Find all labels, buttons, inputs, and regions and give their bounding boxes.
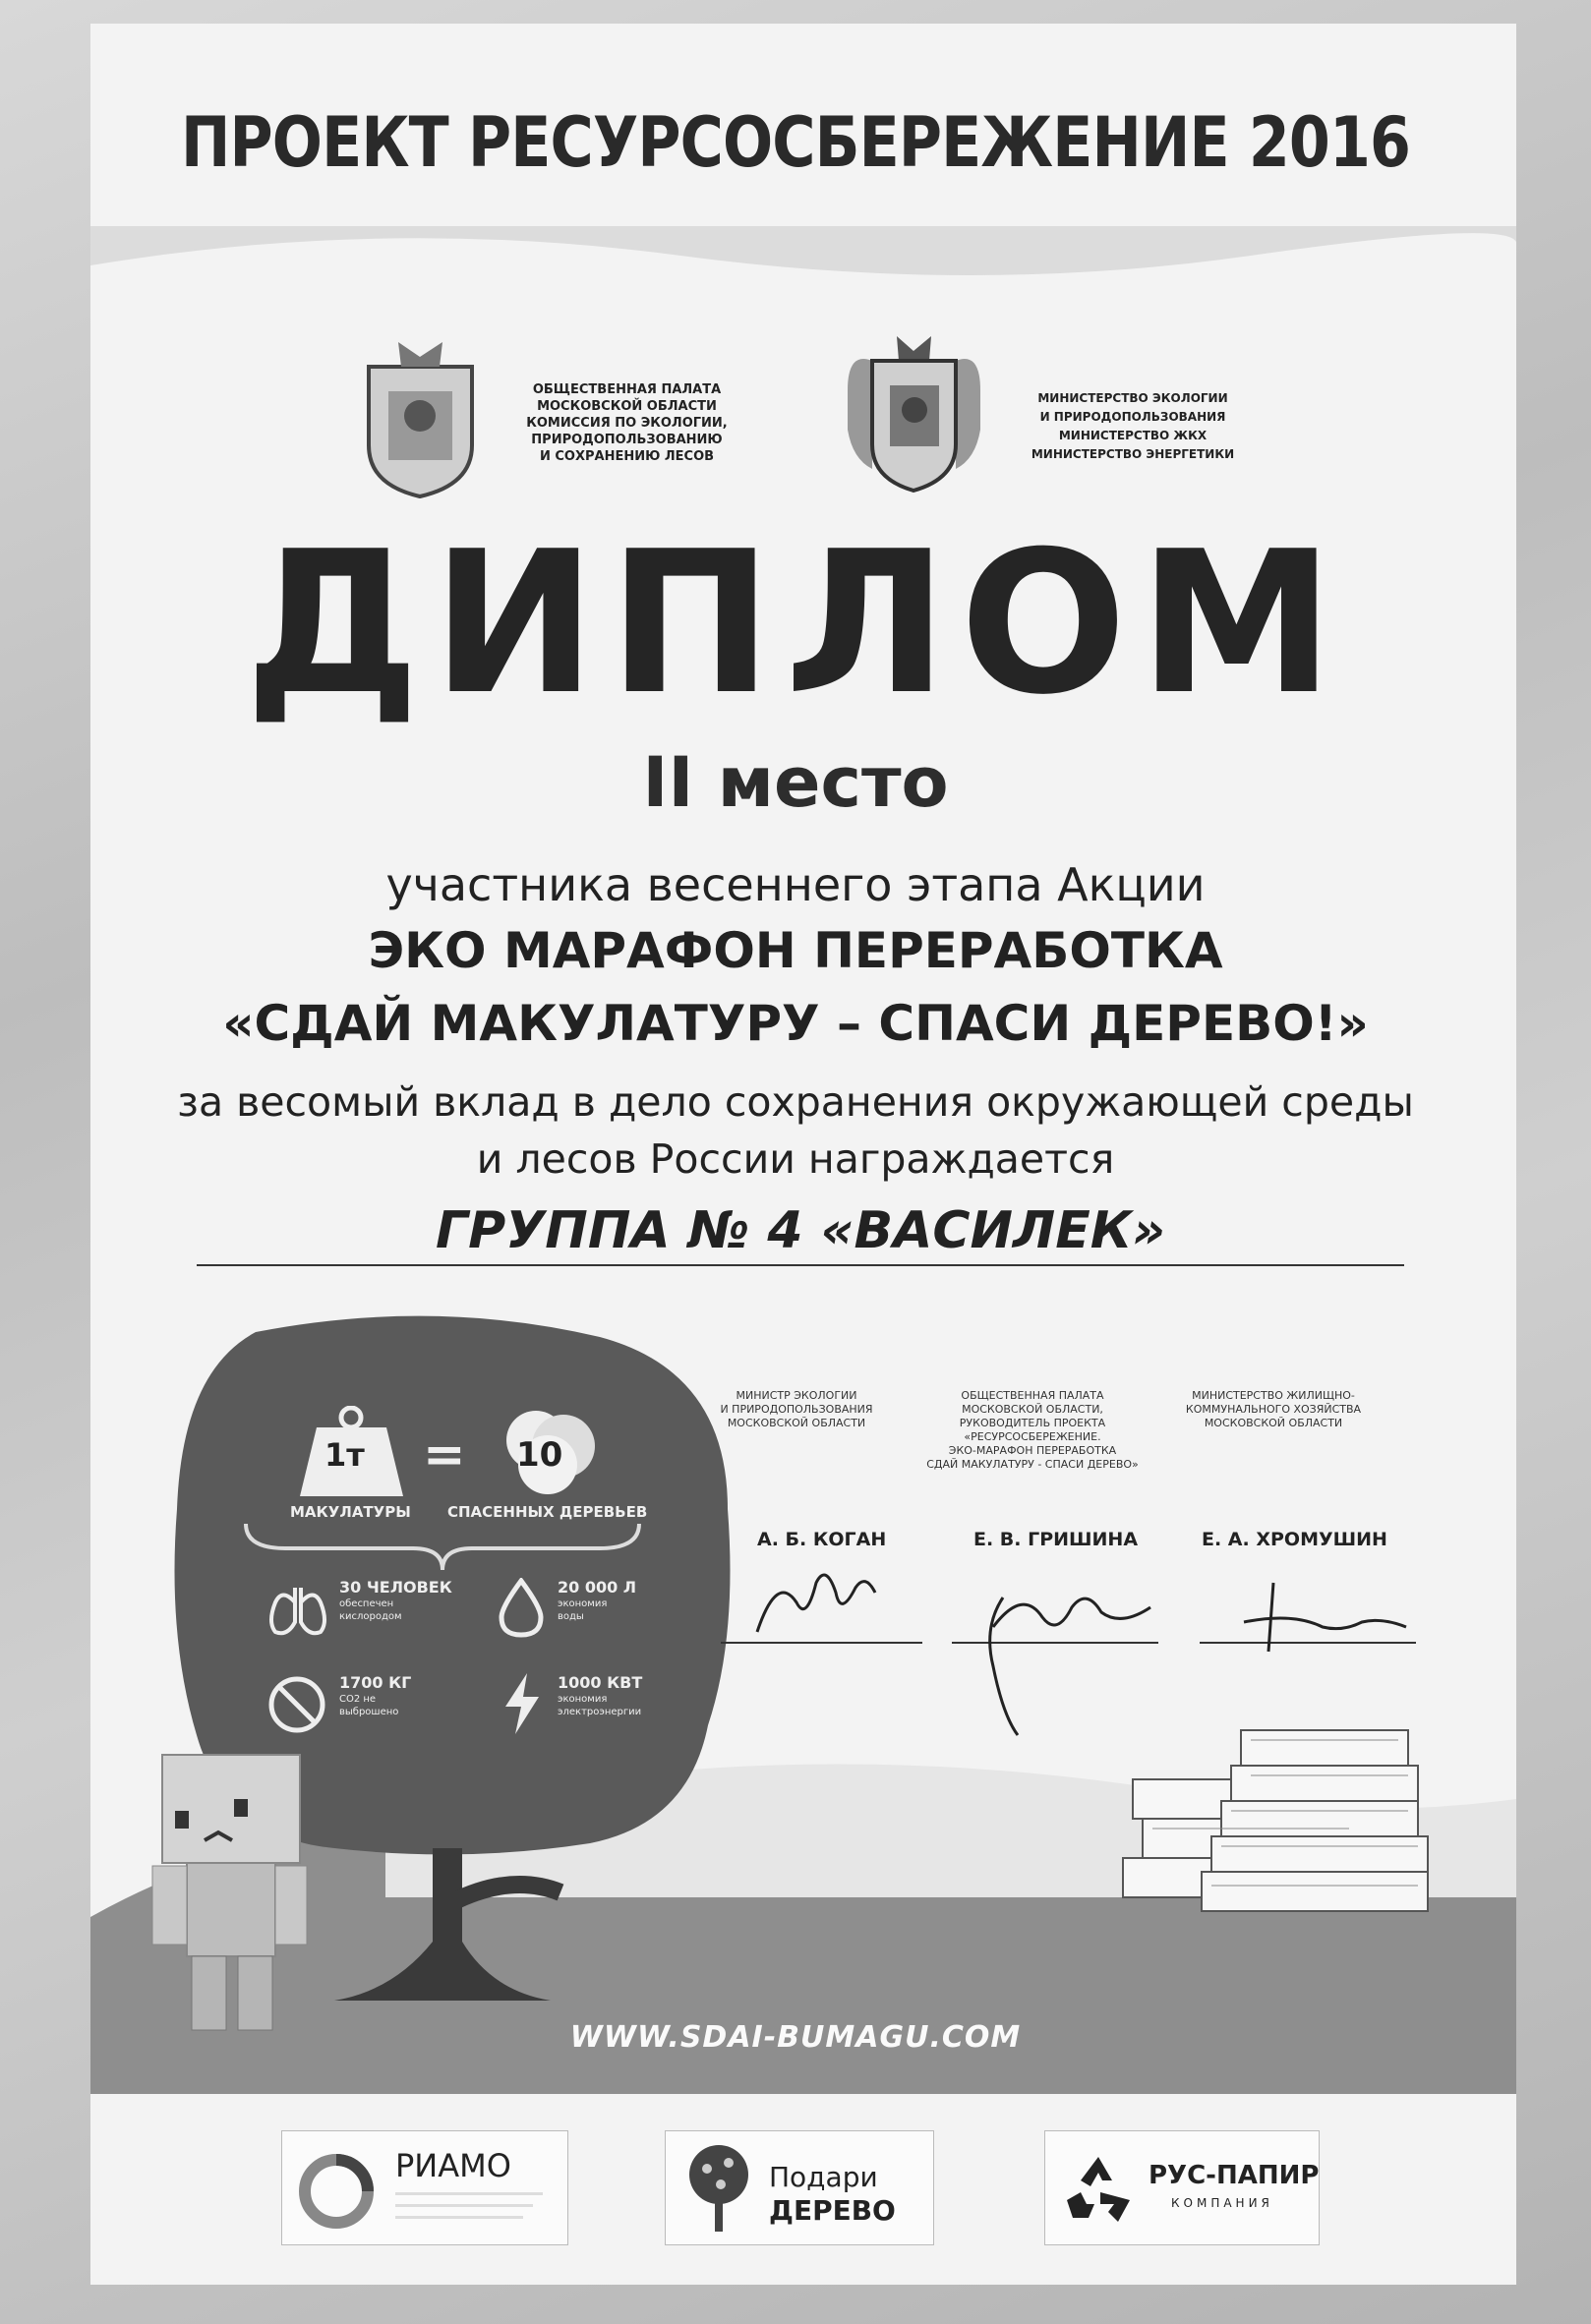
- recipient-underline: [197, 1264, 1404, 1266]
- campaign-slogan: «СДАЙ МАКУЛАТУРУ – СПАСИ ДЕРЕВО!»: [222, 995, 1369, 1052]
- handwritten-signature: [1234, 1573, 1411, 1661]
- weight-label: МАКУЛАТУРЫ: [290, 1503, 411, 1521]
- project-title: ПРОЕКТ РЕСУРСОСБЕРЕЖЕНИЕ 2016: [180, 102, 1411, 183]
- sponsor-rus-papir: [1044, 2130, 1320, 2245]
- cardboard-robot-figure: [147, 1750, 315, 2035]
- sponsor-podari-derevo: [665, 2130, 934, 2245]
- campaign-name: ЭКО МАРАФОН ПЕРЕРАБОТКА: [368, 922, 1223, 979]
- org-left-text: ОБЩЕСТВЕННАЯ ПАЛАТА МОСКОВСКОЙ ОБЛАСТИ КОМИССИЯ ПО ЭКОЛОГИИ, ПРИРОДОПОЛЬЗОВАНИЮ И СОХРАНЕНИЮ ЛЕСОВ: [526, 382, 728, 464]
- signer-1-name: А. Б. КОГАН: [757, 1529, 887, 1550]
- org-right-text: МИНИСТЕРСТВО ЭКОЛОГИИ И ПРИРОДОПОЛЬЗОВАНИЯ МИНИСТЕРСТВО ЖКХ МИНИСТЕРСТВО ЭНЕРГЕТИКИ: [1031, 391, 1235, 461]
- fact-1-desc: обеспечен: [339, 1598, 394, 1609]
- award-place: II место: [642, 742, 949, 823]
- fact-4-desc: экономия: [558, 1694, 608, 1705]
- trees-label: СПАСЕННЫХ ДЕРЕВЬЕВ: [447, 1503, 648, 1521]
- website-url: WWW.SDAI-BUMAGU.COM: [569, 2020, 1022, 2055]
- sponsor-name: РИАМО: [395, 2147, 511, 2184]
- award-reason-line1: за весомый вклад в дело сохранения окружающей среды: [177, 1078, 1414, 1126]
- sponsor-name-line2: ДЕРЕВО: [769, 2194, 896, 2227]
- participant-line: участника весеннего этапа Акции: [385, 858, 1206, 911]
- signature-line: [721, 1642, 922, 1644]
- sponsor-name-line1: Подари: [769, 2161, 878, 2193]
- lungs-icon: [267, 1583, 328, 1638]
- handwritten-signature: [964, 1568, 1160, 1745]
- lightning-icon: [501, 1671, 543, 1736]
- fact-2-desc: воды: [558, 1611, 584, 1622]
- signer-2-name: Е. В. ГРИШИНА: [973, 1529, 1139, 1550]
- fact-4-value: 1000 КВТ: [558, 1673, 643, 1692]
- sponsor-sub: КОМПАНИЯ: [1171, 2196, 1273, 2210]
- handwritten-signature: [747, 1563, 885, 1642]
- diploma-title: ДИПЛОМ: [244, 509, 1347, 738]
- recipient-name: ГРУППА № 4 «ВАСИЛЕК»: [435, 1201, 1166, 1260]
- recycle-icon: [1061, 2153, 1136, 2224]
- fact-3-value: 1700 КГ: [339, 1673, 412, 1692]
- award-reason-line2: и лесов России награждается: [476, 1135, 1115, 1183]
- fact-2-value: 20 000 Л: [558, 1578, 637, 1597]
- signer-3-name: Е. А. ХРОМУШИН: [1202, 1529, 1387, 1550]
- fact-1-value: 30 ЧЕЛОВЕК: [339, 1578, 452, 1597]
- sponsor-name: РУС-ПАПИР: [1149, 2161, 1320, 2190]
- coat-of-arms-icon: [843, 331, 985, 498]
- fact-3-desc: выброшено: [339, 1707, 399, 1717]
- riamo-logo-icon: [296, 2151, 377, 2232]
- weight-value: 1т: [324, 1436, 365, 1474]
- fact-2-desc: экономия: [558, 1598, 608, 1609]
- signer-1-title: МИНИСТР ЭКОЛОГИИ И ПРИРОДОПОЛЬЗОВАНИЯ МОСКОВСКОЙ ОБЛАСТИ: [720, 1389, 873, 1429]
- water-drop-icon: [497, 1578, 546, 1639]
- equals-sign: =: [423, 1425, 466, 1484]
- fact-4-desc: электроэнергии: [558, 1707, 642, 1717]
- fact-3-desc: CO2 не: [339, 1694, 377, 1705]
- co2-icon: [265, 1673, 328, 1736]
- coat-of-arms-icon: [359, 337, 482, 499]
- fact-1-desc: кислородом: [339, 1611, 402, 1622]
- signer-3-title: МИНИСТЕРСТВО ЖИЛИЩНО- КОММУНАЛЬНОГО ХОЗЯЙСТВА МОСКОВСКОЙ ОБЛАСТИ: [1185, 1389, 1362, 1429]
- tree-icon: [679, 2141, 758, 2235]
- signer-2-title: ОБЩЕСТВЕННАЯ ПАЛАТА МОСКОВСКОЙ ОБЛАСТИ, РУКОВОДИТЕЛЬ ПРОЕКТА «РЕСУРСОСБЕРЕЖЕНИЕ. ЭКО-МАРАФОН ПЕРЕРАБОТКА СДАЙ МАКУЛАТУРУ - СПАСИ ДЕРЕВО»: [926, 1389, 1139, 1471]
- trees-value: 10: [516, 1435, 563, 1475]
- sponsor-riamo: [281, 2130, 568, 2245]
